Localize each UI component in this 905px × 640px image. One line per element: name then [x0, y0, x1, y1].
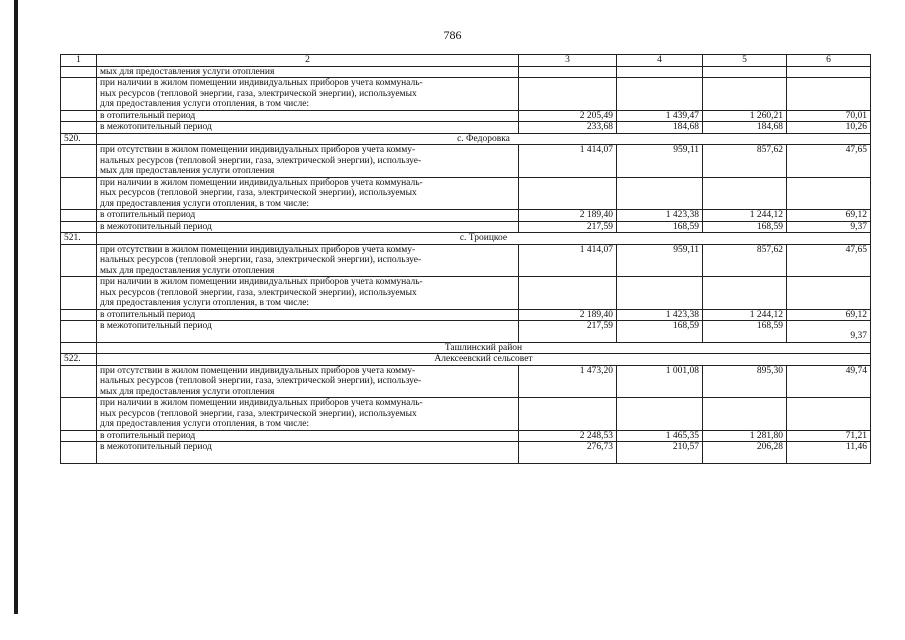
table-row — [61, 145, 871, 178]
value-cell: 1 281,80 — [703, 430, 787, 442]
value-cell: 47,65 — [787, 145, 871, 178]
value-cell: 49,74 — [787, 365, 871, 398]
value-cell: 1 465,35 — [617, 430, 703, 442]
value-cell: 895,30 — [703, 365, 787, 398]
value-cell: 71,21 — [787, 430, 871, 442]
table-row — [61, 221, 871, 233]
row-description: в отопительный период — [97, 430, 519, 442]
header-cell: 4 — [617, 55, 703, 67]
value-cell: 217,59 — [519, 321, 617, 343]
value-cell: 1 244,12 — [703, 309, 787, 321]
row-description: при наличии в жилом помещении индивидуальных приборов учета коммуналь- ных ресурсов (тепловой энергии, газа, электрической энергии), используемых для предоставления услуги отопления, в том числе: — [97, 398, 519, 431]
table-row — [61, 365, 871, 398]
value-cell: 857,62 — [703, 244, 787, 277]
value-cell: 1 414,07 — [519, 145, 617, 178]
value-cell: 206,28 — [703, 442, 787, 464]
table-row — [61, 244, 871, 277]
value-cell: 168,59 — [617, 321, 703, 343]
value-cell: 2 189,40 — [519, 309, 617, 321]
table-row — [61, 110, 871, 122]
row-description: в отопительный период — [97, 110, 519, 122]
value-cell: 1 260,21 — [703, 110, 787, 122]
table-row — [61, 430, 871, 442]
row-description: мых для предоставления услуги отопления — [97, 66, 519, 78]
value-cell: 47,65 — [787, 244, 871, 277]
row-description: при наличии в жилом помещении индивидуальных приборов учета коммуналь- ных ресурсов (тепловой энергии, газа, электрической энергии), используемых для предоставления услуги отопления, в том числе: — [97, 277, 519, 310]
table-row — [61, 78, 871, 111]
value-cell: 9,37 — [787, 321, 871, 343]
header-cell: 6 — [787, 55, 871, 67]
row-description: в межотопительный период — [97, 221, 519, 233]
value-cell: 959,11 — [617, 145, 703, 178]
row-description: в отопительный период — [97, 309, 519, 321]
value-cell: 168,59 — [617, 221, 703, 233]
value-cell: 10,26 — [787, 122, 871, 134]
row-number: 521. — [61, 233, 97, 245]
locality-row — [61, 233, 871, 245]
binder-edge — [14, 0, 18, 614]
value-cell: 959,11 — [617, 244, 703, 277]
district-row — [61, 342, 871, 354]
table-row — [61, 442, 871, 464]
value-cell: 184,68 — [703, 122, 787, 134]
table-row — [61, 321, 871, 343]
row-description: в межотопительный период — [97, 321, 519, 343]
tariff-table — [60, 54, 871, 464]
header-cell: 2 — [97, 55, 519, 67]
locality-name: с. Федоровка — [97, 133, 871, 145]
row-description: при отсутствии в жилом помещении индивидуальных приборов учета комму- нальных ресурсов (тепловой энергии, газа, электрической энергии), используе- мых для предоставления услуги отопления — [97, 365, 519, 398]
row-description: в межотопительный период — [97, 442, 519, 464]
value-cell: 168,59 — [703, 221, 787, 233]
table-row — [61, 398, 871, 431]
row-description: при наличии в жилом помещении индивидуальных приборов учета коммуналь- ных ресурсов (тепловой энергии, газа, электрической энергии), используемых для предоставления услуги отопления, в том числе: — [97, 78, 519, 111]
value-cell: 233,68 — [519, 122, 617, 134]
value-cell: 168,59 — [703, 321, 787, 343]
locality-name: с. Троицкое — [97, 233, 871, 245]
value-cell: 1 244,12 — [703, 210, 787, 222]
table-row — [61, 177, 871, 210]
district-name: Ташлинский район — [97, 342, 871, 354]
value-cell: 276,73 — [519, 442, 617, 464]
value-cell: 11,46 — [787, 442, 871, 464]
value-cell: 1 423,38 — [617, 309, 703, 321]
table-row — [61, 277, 871, 310]
header-cell: 5 — [703, 55, 787, 67]
value-cell: 1 414,07 — [519, 244, 617, 277]
value-cell: 857,62 — [703, 145, 787, 178]
locality-name: Алексеевский сельсовет — [97, 354, 871, 366]
value-cell: 69,12 — [787, 309, 871, 321]
value-cell: 2 248,53 — [519, 430, 617, 442]
row-description: при наличии в жилом помещении индивидуальных приборов учета коммуналь- ных ресурсов (тепловой энергии, газа, электрической энергии), используемых для предоставления услуги отопления, в том числе: — [97, 177, 519, 210]
table-row — [61, 309, 871, 321]
table-row — [61, 122, 871, 134]
locality-row — [61, 354, 871, 366]
header-cell: 1 — [61, 55, 97, 67]
row-number: 522. — [61, 354, 97, 366]
row-description: при отсутствии в жилом помещении индивидуальных приборов учета комму- нальных ресурсов (тепловой энергии, газа, электрической энергии), используе- мых для предоставления услуги отопления — [97, 244, 519, 277]
value-cell: 69,12 — [787, 210, 871, 222]
value-cell: 1 001,08 — [617, 365, 703, 398]
value-cell: 70,01 — [787, 110, 871, 122]
header-cell: 3 — [519, 55, 617, 67]
value-cell: 2 205,49 — [519, 110, 617, 122]
value-cell: 184,68 — [617, 122, 703, 134]
row-description: в отопительный период — [97, 210, 519, 222]
value-cell: 1 439,47 — [617, 110, 703, 122]
row-description: при отсутствии в жилом помещении индивидуальных приборов учета комму- нальных ресурсов (тепловой энергии, газа, электрической энергии), используе- мых для предоставления услуги отопления — [97, 145, 519, 178]
table-row — [61, 66, 871, 78]
page-number: 786 — [443, 28, 462, 42]
value-cell: 2 189,40 — [519, 210, 617, 222]
locality-row — [61, 133, 871, 145]
value-cell: 9,37 — [787, 221, 871, 233]
header-row — [61, 55, 871, 67]
value-cell: 217,59 — [519, 221, 617, 233]
table-row — [61, 210, 871, 222]
value-cell: 1 473,20 — [519, 365, 617, 398]
value-cell: 1 423,38 — [617, 210, 703, 222]
row-number: 520. — [61, 133, 97, 145]
row-description: в межотопительный период — [97, 122, 519, 134]
value-cell: 210,57 — [617, 442, 703, 464]
